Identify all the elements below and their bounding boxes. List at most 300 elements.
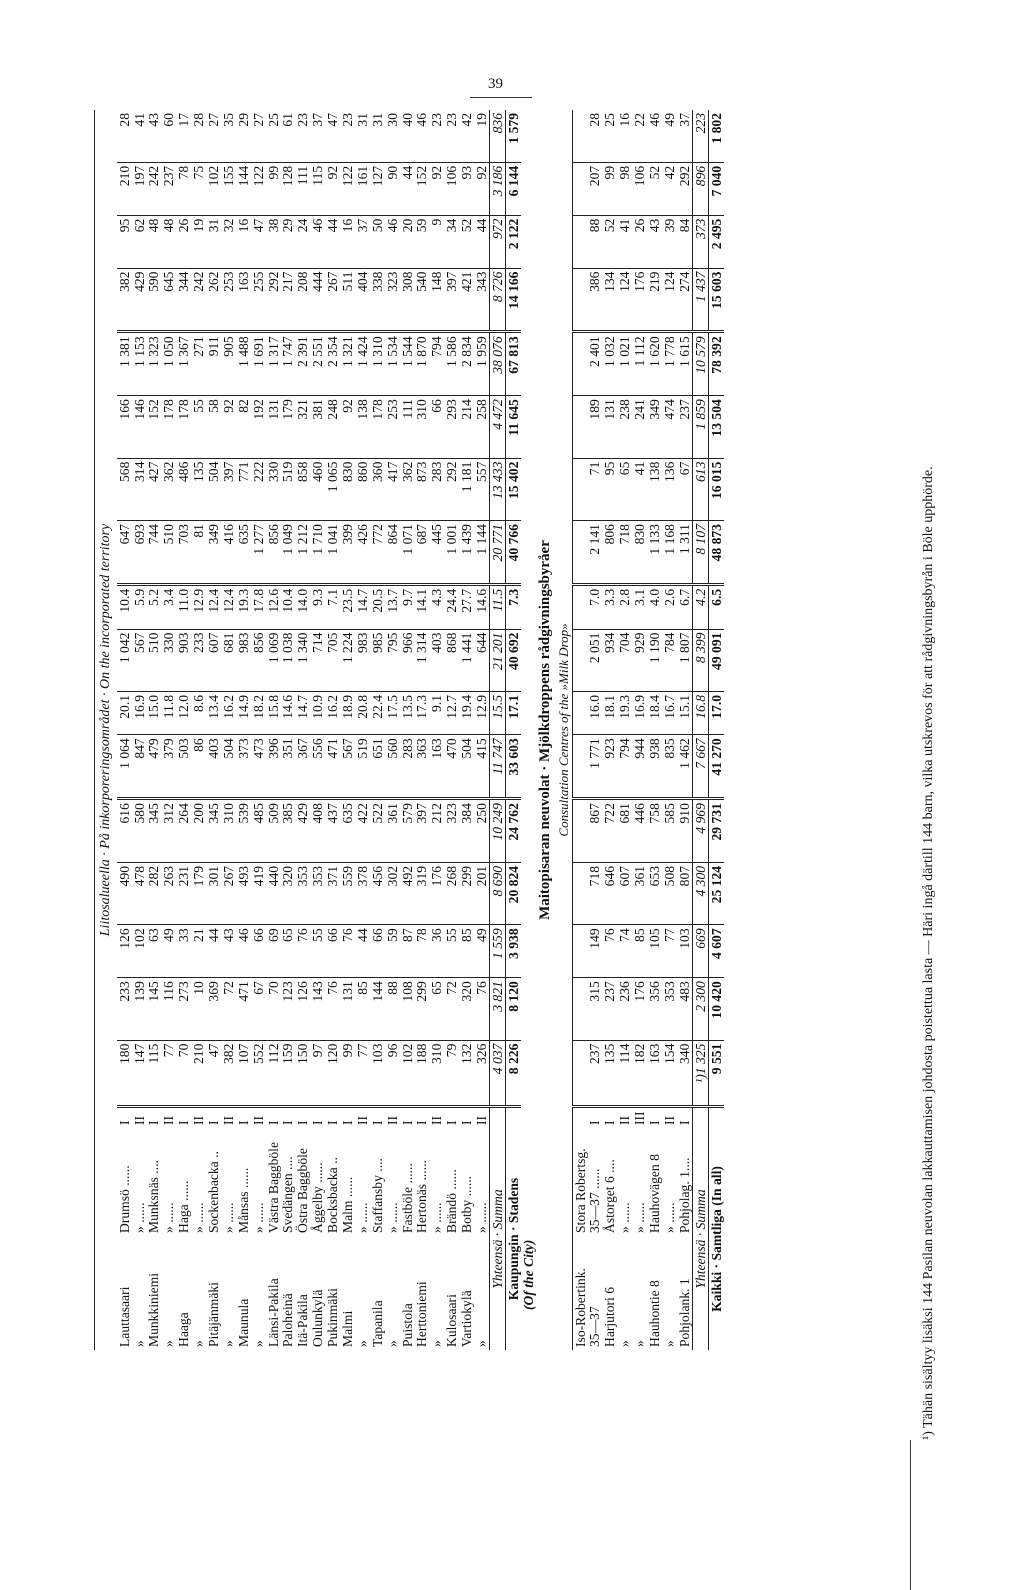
value-cell: 82: [236, 396, 251, 458]
value-cell: 345: [147, 799, 162, 863]
table-row: [603, 110, 618, 1350]
footnote-rule: [910, 1440, 911, 1590]
value-cell: 369: [206, 978, 221, 1040]
value-cell: 95: [603, 458, 618, 520]
value-cell: 349: [647, 396, 662, 458]
value-cell: 16.0: [588, 691, 603, 734]
value-cell: 116: [162, 978, 177, 1040]
value-cell: 95: [117, 215, 132, 268]
value-cell: 11 645: [506, 396, 521, 458]
value-cell: 371: [325, 862, 340, 924]
value-cell: 25: [603, 110, 618, 162]
value-cell: 299: [459, 862, 474, 924]
value-cell: 146: [132, 396, 147, 458]
value-cell: 896: [693, 162, 709, 215]
value-cell: 120: [325, 1040, 340, 1106]
table-row: [177, 110, 192, 1350]
table-row: [147, 110, 162, 1350]
value-cell: 1 586: [445, 332, 460, 396]
value-cell: 161: [355, 162, 370, 215]
footnote: ¹) Tähän sisältyy lisäksi 144 Pasilan neuvolan lakkauttamisen johdosta poistettua lasta — Häri ingå därtill 144 barn, vilka utskrevos för att rådgivningsbyrån i Böle upphörde.: [921, 466, 936, 1440]
value-cell: 373: [236, 735, 251, 799]
value-cell: 4 037: [490, 1040, 506, 1106]
value-cell: 456: [370, 862, 385, 924]
value-cell: 105: [647, 925, 662, 978]
value-cell: 6 144: [506, 162, 521, 215]
value-cell: 85: [633, 925, 648, 978]
value-cell: 966: [400, 629, 415, 691]
value-cell: 159: [281, 1040, 296, 1106]
class-numeral: I: [295, 1120, 311, 1125]
value-cell: 7 667: [693, 735, 709, 799]
value-cell: 66: [251, 925, 266, 978]
table-row: [677, 110, 692, 1350]
value-cell: 14.6: [281, 691, 296, 734]
value-cell: 65: [618, 458, 633, 520]
value-cell: 338: [370, 268, 385, 332]
value-cell: 44: [474, 215, 489, 268]
value-cell: 1 069: [266, 629, 281, 691]
value-cell: 486: [177, 458, 192, 520]
value-cell: 25 124: [708, 862, 723, 924]
value-cell: 38: [266, 215, 281, 268]
district-name-sv: » ......: [632, 1202, 648, 1233]
value-cell: 233: [117, 978, 132, 1040]
value-cell: 1 144: [474, 521, 489, 585]
value-cell: 14.6: [474, 584, 489, 629]
value-cell: 429: [296, 799, 311, 863]
value-cell: 12.4: [206, 584, 221, 629]
value-cell: 362: [162, 458, 177, 520]
district-name-sv: Sockenbacka ..: [205, 1151, 221, 1233]
value-cell: 41: [633, 458, 648, 520]
value-cell: 8 399: [693, 629, 709, 691]
value-cell: 44: [400, 162, 415, 215]
value-cell: 1 807: [677, 629, 692, 691]
value-cell: 16.9: [633, 691, 648, 734]
value-cell: 60: [162, 110, 177, 162]
table-row: [693, 110, 709, 1350]
value-cell: 66: [370, 925, 385, 978]
class-numeral: [490, 1107, 506, 1129]
district-name-sv: 35—37 ......: [587, 1168, 603, 1233]
district-name-sv: » ......: [474, 1202, 490, 1233]
value-cell: 644: [474, 629, 489, 691]
value-cell: 10 249: [490, 799, 506, 863]
value-cell: 321: [296, 396, 311, 458]
value-cell: 98: [618, 162, 633, 215]
value-cell: 647: [117, 521, 132, 585]
value-cell: 363: [415, 735, 430, 799]
value-cell: 23: [445, 110, 460, 162]
value-cell: 3.3: [603, 584, 618, 629]
value-cell: 343: [474, 268, 489, 332]
value-cell: 242: [191, 268, 206, 332]
value-cell: 103: [677, 925, 692, 978]
district-name-sv: Åggelby ......: [310, 1162, 326, 1233]
class-numeral: II: [354, 1115, 370, 1125]
class-numeral: II: [131, 1115, 147, 1125]
value-cell: 59: [385, 925, 400, 978]
table-row: [251, 110, 266, 1350]
value-cell: 983: [236, 629, 251, 691]
value-cell: 722: [603, 799, 618, 863]
value-cell: 1 323: [147, 332, 162, 396]
value-cell: 1 870: [415, 332, 430, 396]
value-cell: 39: [662, 215, 677, 268]
value-cell: 519: [281, 458, 296, 520]
value-cell: 4 969: [693, 799, 709, 863]
value-cell: 283: [400, 735, 415, 799]
value-cell: 1 747: [281, 332, 296, 396]
class-numeral: I: [587, 1120, 603, 1125]
value-cell: 136: [662, 458, 677, 520]
value-cell: 478: [132, 862, 147, 924]
value-cell: 6.7: [677, 584, 692, 629]
value-cell: 23.5: [340, 584, 355, 629]
district-name-fi: Paloheinä: [280, 1293, 296, 1347]
value-cell: 271: [191, 332, 206, 396]
value-cell: [572, 162, 587, 215]
value-cell: 292: [266, 268, 281, 332]
district-name-fi: Lauttasaari: [116, 1286, 132, 1347]
value-cell: 714: [311, 629, 326, 691]
value-cell: 126: [117, 925, 132, 978]
value-cell: 13 433: [490, 458, 506, 520]
value-cell: 1 001: [445, 521, 460, 585]
value-cell: 192: [251, 396, 266, 458]
value-cell: 836: [490, 110, 506, 162]
section-heading-milk: [536, 110, 556, 1350]
value-cell: 131: [340, 978, 355, 1040]
value-cell: 17.1: [506, 691, 521, 734]
district-name-fi: »: [661, 1340, 677, 1347]
value-cell: 122: [340, 162, 355, 215]
value-cell: 10.4: [117, 584, 132, 629]
value-cell: 6.5: [708, 584, 723, 629]
value-cell: 2.6: [662, 584, 677, 629]
value-cell: 10 579: [693, 332, 709, 396]
value-cell: 143: [311, 978, 326, 1040]
value-cell: 27: [206, 110, 221, 162]
district-name-sv: Månsas ......: [235, 1167, 251, 1233]
value-cell: 79: [445, 1040, 460, 1106]
value-cell: 37: [355, 215, 370, 268]
value-cell: [572, 396, 587, 458]
value-cell: 868: [445, 629, 460, 691]
value-cell: 396: [266, 735, 281, 799]
value-cell: 70: [177, 1040, 192, 1106]
value-cell: 1 314: [415, 629, 430, 691]
value-cell: 292: [677, 162, 692, 215]
value-cell: 210: [191, 1040, 206, 1106]
value-cell: 1 437: [693, 268, 709, 332]
value-cell: 43: [647, 215, 662, 268]
value-cell: 103: [370, 1040, 385, 1106]
value-cell: 179: [191, 862, 206, 924]
value-cell: 44: [325, 215, 340, 268]
value-cell: 144: [370, 978, 385, 1040]
value-cell: 52: [603, 215, 618, 268]
value-cell: 1 620: [647, 332, 662, 396]
value-cell: 46: [311, 215, 326, 268]
value-cell: 282: [147, 862, 162, 924]
value-cell: 13.7: [385, 584, 400, 629]
value-cell: 7.3: [506, 584, 521, 629]
value-cell: 509: [266, 799, 281, 863]
value-cell: 473: [251, 735, 266, 799]
value-cell: 258: [474, 396, 489, 458]
table-body: [95, 110, 724, 1350]
value-cell: 44: [206, 925, 221, 978]
value-cell: 12.9: [191, 584, 206, 629]
value-cell: 4 300: [693, 862, 709, 924]
class-numeral: [693, 1107, 709, 1129]
value-cell: 1 802: [708, 110, 723, 162]
value-cell: 2 391: [296, 332, 311, 396]
value-cell: 36: [430, 925, 445, 978]
table-row: [708, 110, 723, 1350]
district-name-fi: Herttoniemi: [414, 1281, 430, 1347]
value-cell: 19.4: [459, 691, 474, 734]
district-name-fi: Malmi: [340, 1310, 355, 1347]
value-cell: 344: [177, 268, 192, 332]
class-numeral: I: [444, 1120, 460, 1125]
value-cell: 154: [662, 1040, 677, 1106]
value-cell: 3.1: [633, 584, 648, 629]
value-cell: 201: [474, 862, 489, 924]
value-cell: 48: [162, 215, 177, 268]
district-name-fi: »: [191, 1340, 207, 1347]
value-cell: 77: [662, 925, 677, 978]
value-cell: 397: [415, 799, 430, 863]
class-numeral: II: [220, 1115, 236, 1125]
value-cell: 12.0: [177, 691, 192, 734]
value-cell: 76: [325, 978, 340, 1040]
value-cell: 9 551: [708, 1040, 723, 1106]
value-cell: 26: [633, 215, 648, 268]
value-cell: 560: [385, 735, 400, 799]
value-cell: 2 551: [311, 332, 326, 396]
value-cell: 310: [221, 799, 236, 863]
value-cell: 1 133: [647, 521, 662, 585]
value-cell: 145: [147, 978, 162, 1040]
table-row: [370, 110, 385, 1350]
section-subheading-milk-text: Consultation Centres of the »Milk Drop»: [556, 623, 572, 837]
value-cell: 67 813: [506, 332, 521, 396]
value-cell: 9: [430, 215, 445, 268]
district-name-sv: » ......: [220, 1202, 236, 1233]
value-cell: 1 190: [647, 629, 662, 691]
class-numeral: I: [280, 1120, 296, 1125]
table-row: [400, 110, 415, 1350]
row-label: Yhteensä · Summa: [693, 1128, 709, 1350]
value-cell: 122: [251, 162, 266, 215]
value-cell: 40: [400, 110, 415, 162]
value-cell: 99: [603, 162, 618, 215]
value-cell: 445: [430, 521, 445, 585]
value-cell: 1 534: [385, 332, 400, 396]
value-cell: 1 710: [311, 521, 326, 585]
value-cell: 188: [415, 1040, 430, 1106]
value-cell: 15.0: [147, 691, 162, 734]
value-cell: 16.7: [662, 691, 677, 734]
value-cell: 23: [296, 110, 311, 162]
value-cell: 985: [370, 629, 385, 691]
value-cell: 34: [445, 215, 460, 268]
value-cell: 92: [325, 162, 340, 215]
value-cell: 873: [415, 458, 430, 520]
value-cell: 27.7: [459, 584, 474, 629]
value-cell: 635: [340, 799, 355, 863]
value-cell: 4.3: [430, 584, 445, 629]
value-cell: 378: [355, 862, 370, 924]
value-cell: 212: [430, 799, 445, 863]
value-cell: 13.4: [206, 691, 221, 734]
value-cell: 152: [147, 396, 162, 458]
value-cell: 16 015: [708, 458, 723, 520]
section-heading-suburbs: [95, 110, 118, 1350]
value-cell: 830: [340, 458, 355, 520]
value-cell: 1 041: [325, 521, 340, 585]
value-cell: 1 462: [677, 735, 692, 799]
value-cell: 74: [618, 925, 633, 978]
value-cell: 124: [662, 268, 677, 332]
district-name-sv: Östra Baggböle: [295, 1148, 311, 1233]
value-cell: 63: [147, 925, 162, 978]
value-cell: 62: [132, 215, 147, 268]
value-cell: 382: [117, 268, 132, 332]
value-cell: 330: [162, 629, 177, 691]
value-cell: 397: [445, 268, 460, 332]
table-row: [236, 110, 251, 1350]
value-cell: 607: [618, 862, 633, 924]
value-cell: 379: [162, 735, 177, 799]
value-cell: 567: [132, 629, 147, 691]
value-cell: 200: [191, 799, 206, 863]
class-numeral: [708, 1107, 723, 1129]
value-cell: 1 032: [603, 332, 618, 396]
value-cell: 16: [236, 215, 251, 268]
value-cell: 40 692: [506, 629, 521, 691]
class-numeral: I: [647, 1120, 663, 1125]
value-cell: 163: [430, 735, 445, 799]
value-cell: 23: [340, 110, 355, 162]
district-name-fi: 35—37: [587, 1306, 603, 1347]
value-cell: 460: [311, 458, 326, 520]
value-cell: 43: [147, 110, 162, 162]
value-cell: 510: [162, 521, 177, 585]
value-cell: 1 064: [117, 735, 132, 799]
value-cell: 483: [677, 978, 692, 1040]
value-cell: 8 226: [506, 1040, 521, 1106]
value-cell: 255: [251, 268, 266, 332]
value-cell: 31: [206, 215, 221, 268]
value-cell: 301: [206, 862, 221, 924]
value-cell: 18.2: [251, 691, 266, 734]
value-cell: 267: [325, 268, 340, 332]
value-cell: 7 040: [708, 162, 723, 215]
value-cell: 2 401: [588, 332, 603, 396]
value-cell: 10 420: [708, 978, 723, 1040]
district-name-fi: »: [354, 1340, 370, 1347]
value-cell: 302: [385, 862, 400, 924]
value-cell: 67: [677, 458, 692, 520]
value-cell: 135: [603, 1040, 618, 1106]
value-cell: 46: [236, 925, 251, 978]
district-name-fi: Maunula: [235, 1298, 251, 1347]
value-cell: 353: [662, 978, 677, 1040]
value-cell: [572, 458, 587, 520]
district-name-sv: Stora Robertsg.: [572, 1128, 587, 1236]
value-cell: [572, 268, 587, 332]
value-cell: 485: [251, 799, 266, 863]
value-cell: 93: [459, 162, 474, 215]
value-cell: 299: [415, 978, 430, 1040]
table-row: [266, 110, 281, 1350]
class-numeral: I: [146, 1120, 162, 1125]
value-cell: 92: [221, 396, 236, 458]
value-cell: 28: [117, 110, 132, 162]
value-cell: 653: [647, 862, 662, 924]
class-numeral: II: [250, 1115, 266, 1125]
value-cell: 340: [677, 1040, 692, 1106]
value-cell: 47: [206, 1040, 221, 1106]
class-numeral: I: [340, 1120, 355, 1125]
value-cell: 217: [281, 268, 296, 332]
class-numeral: [506, 1107, 521, 1129]
class-numeral: III: [632, 1111, 648, 1125]
value-cell: 18.9: [340, 691, 355, 734]
table-row: [572, 110, 587, 1350]
value-cell: 32: [221, 215, 236, 268]
value-cell: 703: [177, 521, 192, 585]
class-numeral: II: [474, 1115, 490, 1125]
district-name-fi: Vartiokylä: [459, 1290, 475, 1347]
value-cell: 519: [355, 735, 370, 799]
value-cell: 108: [400, 978, 415, 1040]
table-row: [355, 110, 370, 1350]
value-cell: 2 051: [588, 629, 603, 691]
value-cell: 26: [177, 215, 192, 268]
value-cell: 12.7: [445, 691, 460, 734]
value-cell: 504: [221, 735, 236, 799]
value-cell: 903: [177, 629, 192, 691]
value-cell: 320: [459, 978, 474, 1040]
value-cell: 292: [445, 458, 460, 520]
value-cell: 76: [340, 925, 355, 978]
value-cell: 87: [400, 925, 415, 978]
class-numeral: I: [414, 1120, 430, 1125]
class-numeral: I: [265, 1120, 281, 1125]
value-cell: 1 021: [618, 332, 633, 396]
value-cell: 48: [147, 215, 162, 268]
table-row: [281, 110, 296, 1350]
value-cell: 78: [415, 925, 430, 978]
value-cell: 15.1: [677, 691, 692, 734]
value-cell: 66: [325, 925, 340, 978]
value-cell: 37: [677, 110, 692, 162]
value-cell: 504: [206, 458, 221, 520]
district-name-fi: »: [429, 1340, 445, 1347]
value-cell: 20 824: [506, 862, 521, 924]
value-cell: 102: [206, 162, 221, 215]
class-numeral: I: [205, 1120, 221, 1125]
value-cell: 3 186: [490, 162, 506, 215]
class-numeral: I: [399, 1120, 415, 1125]
statistics-table: [94, 110, 724, 1350]
value-cell: 41: [618, 215, 633, 268]
